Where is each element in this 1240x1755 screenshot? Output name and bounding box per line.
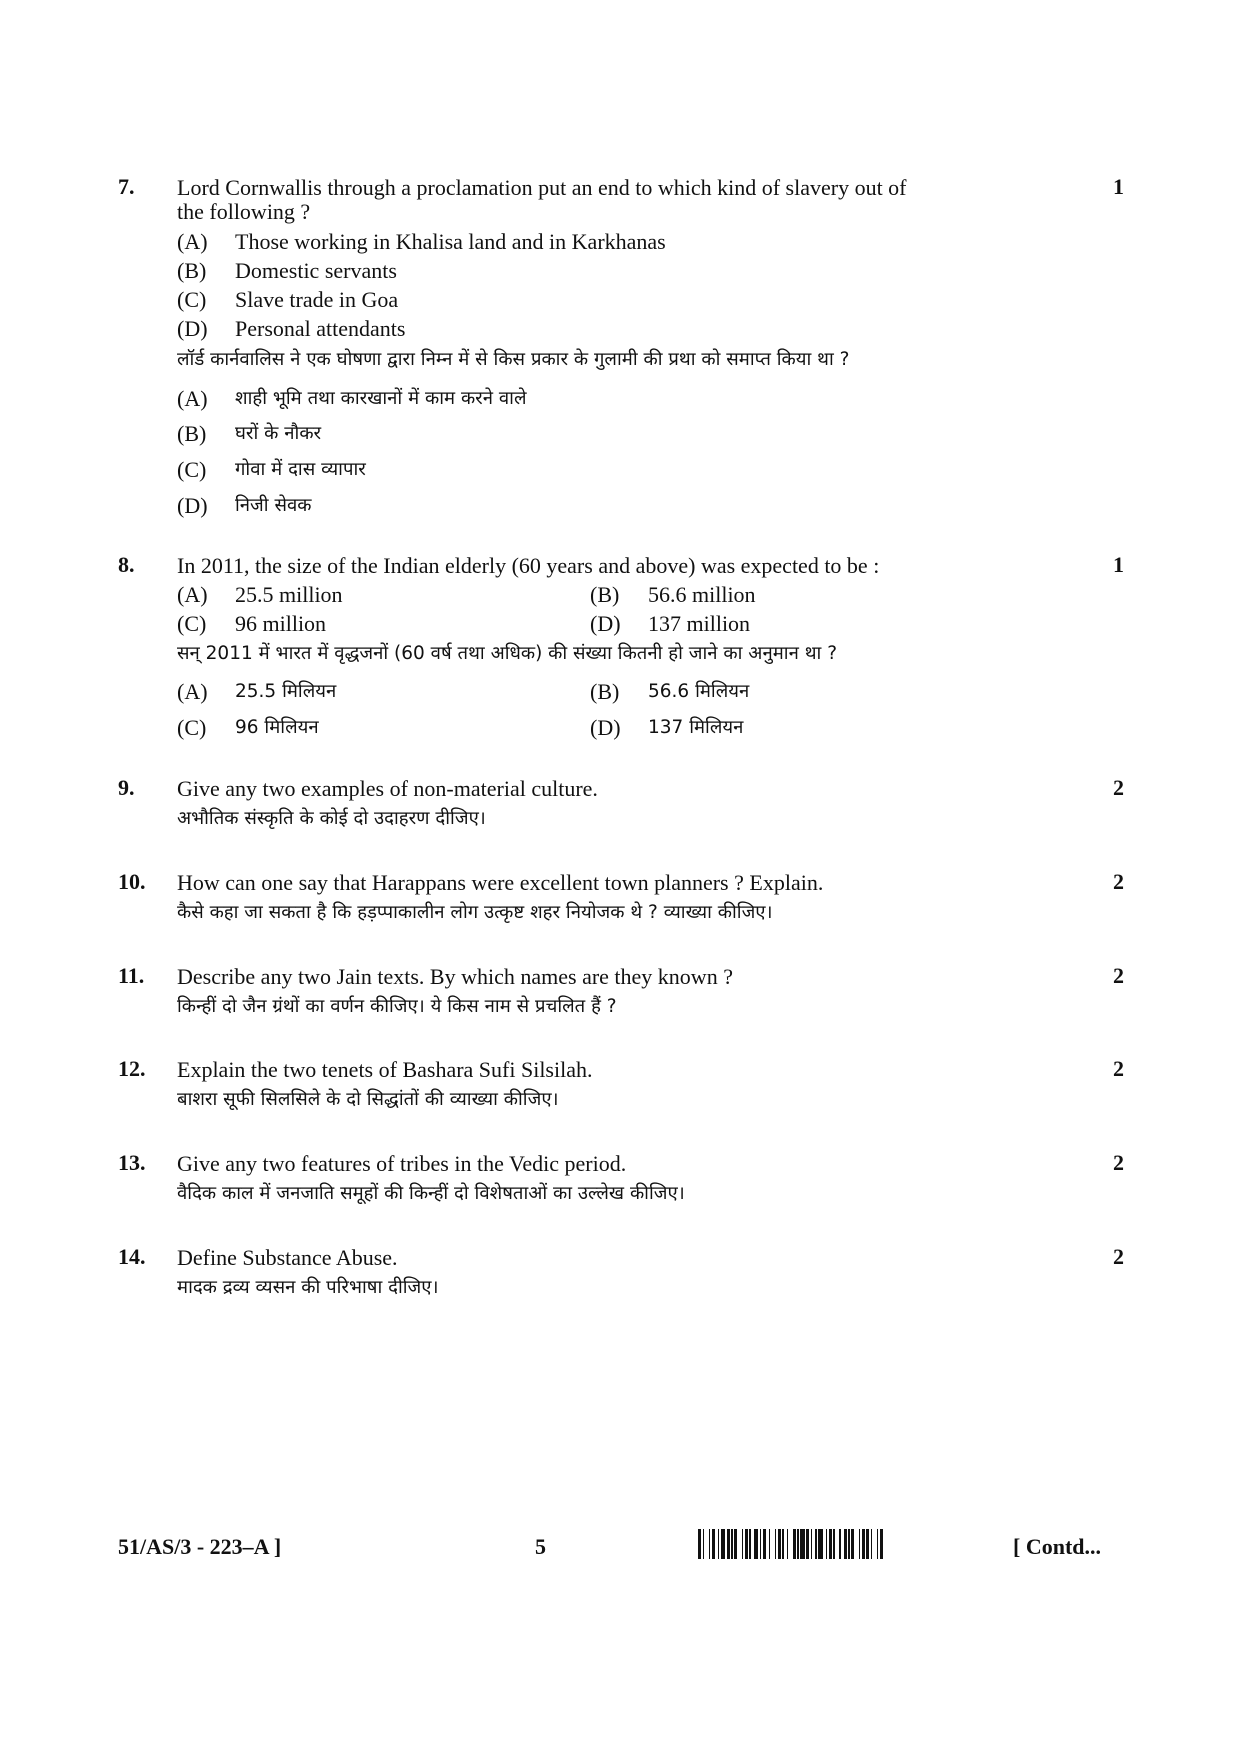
question-marks: 2 [1113,775,1124,800]
option-text: 137 मिलियन [648,717,744,738]
option-label: (C) [177,611,207,636]
option-label: (A) [177,229,208,254]
question-marks: 2 [1113,869,1124,894]
option-label: (D) [177,493,208,518]
question-text-hi: बाशरा सूफी सिलसिले के दो सिद्धांतों की व्याख्या कीजिए। [177,1089,559,1110]
option-text: 25.5 million [235,582,343,607]
question-number: 7. [118,174,135,199]
option-label: (A) [177,386,208,411]
option-text: 56.6 मिलियन [648,681,750,702]
option-label: (D) [590,611,621,636]
question-marks: 2 [1113,963,1124,988]
option-text: Domestic servants [235,258,397,283]
question-number: 14. [118,1244,146,1269]
option-label: (B) [590,582,620,607]
option-text: 137 million [648,611,751,636]
question-text-en-cont: the following ? [177,199,311,224]
question-number: 13. [118,1150,146,1175]
page-number: 5 [535,1534,546,1559]
option-label: (C) [177,715,207,740]
question-text-hi: सन् 2011 में भारत में वृद्धजनों (60 वर्ष तथा अधिक) की संख्या कितनी हो जाने का अनुमान था ? [177,643,838,664]
question-text-hi: मादक द्रव्य व्यसन की परिभाषा दीजिए। [177,1277,439,1298]
option-label: (B) [590,679,620,704]
option-text: Those working in Khalisa land and in Karkhanas [235,229,666,254]
question-marks: 2 [1113,1150,1124,1175]
question-number: 9. [118,775,135,800]
continued-label: [ Contd... [1013,1534,1102,1559]
option-text: घरों के नौकर [235,423,322,444]
option-label: (B) [177,421,207,446]
question-text-hi: कैसे कहा जा सकता है कि हड़प्पाकालीन लोग उत्कृष्ट शहर नियोजक थे ? व्याख्या कीजिए। [177,902,773,923]
option-text: 96 million [235,611,327,636]
option-label: (C) [177,287,207,312]
option-text: गोवा में दास व्यापार [235,459,366,480]
option-label: (D) [177,316,208,341]
barcode-icon [698,1529,998,1559]
question-text-en: Explain the two tenets of Bashara Sufi Silsilah. [177,1057,593,1082]
question-number: 8. [118,552,135,577]
option-label: (B) [177,258,207,283]
option-label: (C) [177,457,207,482]
option-text: 56.6 million [648,582,756,607]
barcode-bar [883,1529,886,1559]
question-marks: 1 [1113,174,1124,199]
question-text-en: Give any two examples of non-material culture. [177,776,598,801]
option-label: (D) [590,715,621,740]
question-text-en: Lord Cornwallis through a proclamation put an end to which kind of slavery out of [177,175,907,200]
option-text: Slave trade in Goa [235,287,399,312]
question-text-hi: वैदिक काल में जनजाति समूहों की किन्हीं दो विशेषताओं का उल्लेख कीजिए। [177,1183,685,1204]
question-marks: 2 [1113,1056,1124,1081]
option-text: 96 मिलियन [235,717,319,738]
question-marks: 1 [1113,552,1124,577]
option-text: शाही भूमि तथा कारखानों में काम करने वाले [235,388,527,409]
option-label: (A) [177,582,208,607]
question-number: 11. [118,963,145,988]
question-text-hi: किन्हीं दो जैन ग्रंथों का वर्णन कीजिए। ये किस नाम से प्रचलित हैं ? [177,996,617,1017]
question-text-en: Define Substance Abuse. [177,1245,398,1270]
question-text-en: Give any two features of tribes in the Vedic period. [177,1151,627,1176]
question-number: 10. [118,869,146,894]
option-text: Personal attendants [235,316,406,341]
paper-code: 51/AS/3 - 223–A ] [118,1534,282,1559]
question-text-en: In 2011, the size of the Indian elderly (60 years and above) was expected to be : [177,553,880,578]
question-text-hi: अभौतिक संस्कृति के कोई दो उदाहरण दीजिए। [177,808,486,829]
question-text-en: How can one say that Harappans were excellent town planners ? Explain. [177,870,824,895]
question-text-en: Describe any two Jain texts. By which names are they known ? [177,964,733,989]
option-text: निजी सेवक [235,495,312,516]
option-label: (A) [177,679,208,704]
option-text: 25.5 मिलियन [235,681,337,702]
question-marks: 2 [1113,1244,1124,1269]
question-text-hi: लॉर्ड कार्नवालिस ने एक घोषणा द्वारा निम्न में से किस प्रकार के गुलामी की प्रथा को समाप्त किया था ? [177,349,850,370]
question-number: 12. [118,1056,146,1081]
